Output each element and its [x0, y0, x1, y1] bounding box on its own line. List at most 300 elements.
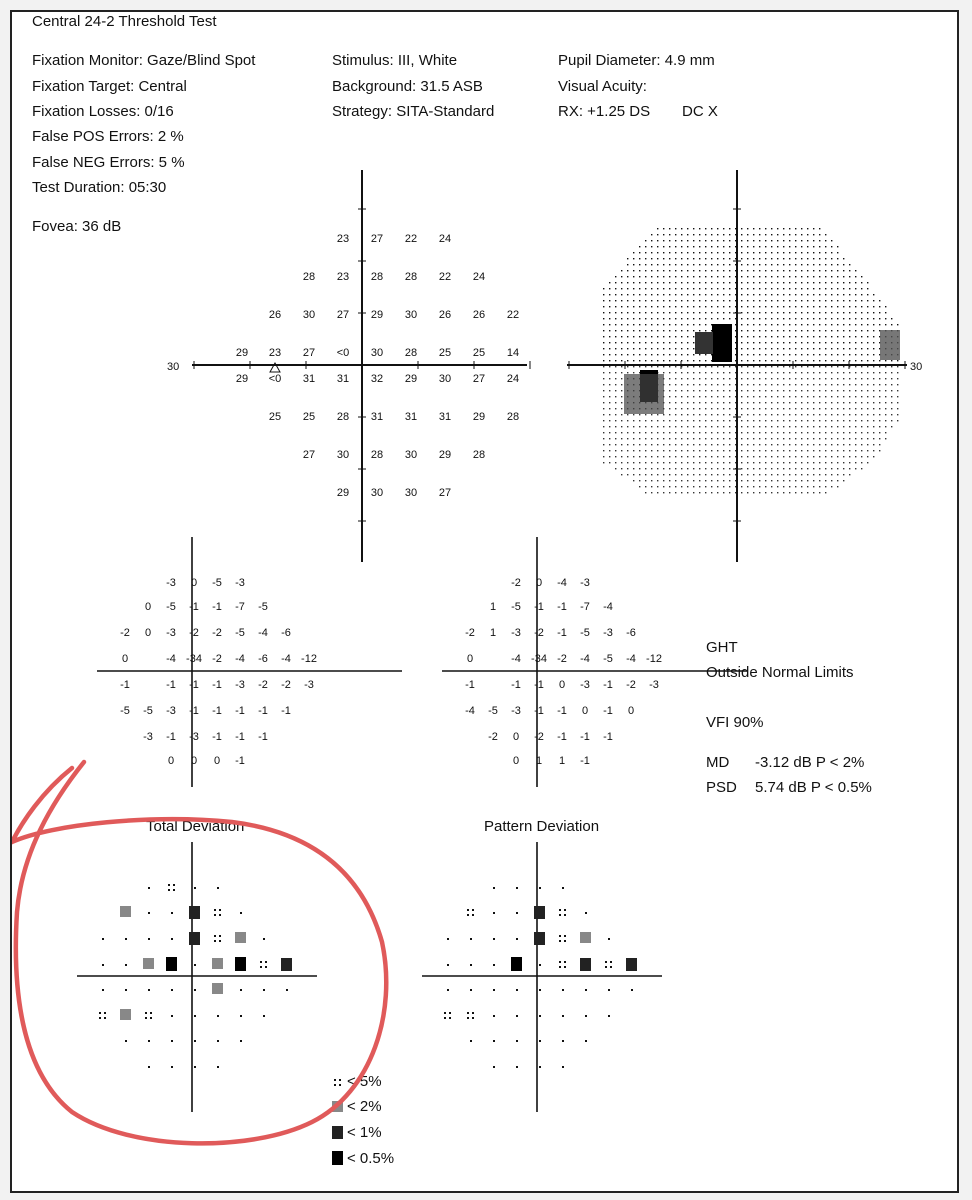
prob-dot: [194, 989, 196, 991]
legend-5pct-symbol: [334, 1079, 336, 1081]
prob-1pct: [281, 958, 292, 971]
pattern-deviation-value: -1: [534, 601, 544, 613]
pattern-deviation-value: -12: [646, 653, 662, 665]
prob-5pct: [472, 909, 474, 911]
prob-dot: [493, 964, 495, 966]
threshold-value: 29: [404, 373, 418, 385]
prob-5pct: [564, 966, 566, 968]
threshold-value: 22: [404, 233, 418, 245]
prob-5pct: [214, 935, 216, 937]
background: Background: 31.5 ASB: [332, 78, 483, 95]
prob-dot: [447, 964, 449, 966]
pattern-deviation-value: -3: [649, 679, 659, 691]
total-deviation-value: -2: [212, 653, 222, 665]
total-deviation-value: -3: [166, 577, 176, 589]
prob-2pct: [120, 1009, 131, 1020]
prob-5pct: [610, 966, 612, 968]
prob-dot: [102, 989, 104, 991]
prob-dot: [263, 938, 265, 940]
prob-dot: [493, 1015, 495, 1017]
pattern-deviation-value: -34: [531, 653, 547, 665]
pattern-deviation-value: -1: [580, 731, 590, 743]
total-deviation-value: -4: [166, 653, 176, 665]
prob-dot: [171, 938, 173, 940]
prob-dot: [125, 938, 127, 940]
total-deviation-value: 0: [190, 755, 198, 767]
prob-dot: [585, 912, 587, 914]
total-deviation-value: -3: [304, 679, 314, 691]
prob-5pct: [265, 961, 267, 963]
prob-5pct: [559, 940, 561, 942]
rx-value: RX: +1.25 DS: [558, 103, 651, 120]
pattern-deviation-value: 1: [489, 627, 497, 639]
prob-2pct: [143, 958, 154, 969]
prob-dot: [171, 1015, 173, 1017]
pattern-deviation-value: 1: [558, 755, 566, 767]
prob-dot: [493, 887, 495, 889]
prob-dot: [539, 887, 541, 889]
total-deviation-value: 0: [121, 653, 129, 665]
total-deviation-value: -3: [235, 679, 245, 691]
pattern-deviation-value: -5: [488, 705, 498, 717]
prob-1pct: [626, 958, 637, 971]
prob-dot: [148, 1040, 150, 1042]
total-deviation-value: -1: [258, 731, 268, 743]
prob-5pct: [219, 935, 221, 937]
total-deviation-value: -12: [301, 653, 317, 665]
prob-dot: [171, 1066, 173, 1068]
total-deviation-value: -1: [166, 731, 176, 743]
threshold-value: 22: [506, 309, 520, 321]
total-deviation-value: -3: [166, 705, 176, 717]
legend-5pct-symbol: [334, 1084, 336, 1086]
threshold-value: 31: [438, 411, 452, 423]
prob-dot: [516, 1015, 518, 1017]
total-deviation-value: -4: [258, 627, 268, 639]
threshold-value: 29: [472, 411, 486, 423]
prob-dot: [539, 1015, 541, 1017]
prob-5pct: [214, 909, 216, 911]
pattern-deviation-value: 0: [466, 653, 474, 665]
threshold-value: 14: [506, 347, 520, 359]
total-deviation-value: -1: [166, 679, 176, 691]
total-deviation-value: -2: [189, 627, 199, 639]
threshold-value: 32: [370, 373, 384, 385]
threshold-value: 25: [302, 411, 316, 423]
total-deviation-value: 0: [144, 601, 152, 613]
pattern-deviation-value: -2: [534, 627, 544, 639]
threshold-value: 22: [438, 271, 452, 283]
prob-dot: [240, 1040, 242, 1042]
threshold-value: <0: [268, 373, 282, 385]
prob-2pct: [580, 932, 591, 943]
prob-5pct: [564, 935, 566, 937]
prob-5pct: [610, 961, 612, 963]
prob-5pct: [605, 961, 607, 963]
legend-2pct-symbol: [332, 1101, 343, 1112]
rx-dc: DC X: [682, 103, 718, 120]
prob-dot: [102, 938, 104, 940]
pattern-deviation-value: -1: [557, 601, 567, 613]
prob-5pct: [444, 1017, 446, 1019]
prob-dot: [470, 1040, 472, 1042]
pattern-deviation-value: -1: [557, 731, 567, 743]
threshold-value: 25: [438, 347, 452, 359]
pattern-deviation-value: -2: [626, 679, 636, 691]
threshold-value: 27: [302, 449, 316, 461]
total-deviation-value: -6: [281, 627, 291, 639]
prob-5pct: [99, 1012, 101, 1014]
pattern-deviation-value: -7: [580, 601, 590, 613]
prob-1pct: [189, 906, 200, 919]
threshold-value: 27: [438, 487, 452, 499]
total-deviation-value: -1: [212, 731, 222, 743]
prob-dot: [516, 887, 518, 889]
psd-label: PSD: [706, 779, 737, 796]
prob-5pct: [214, 914, 216, 916]
prob-dot: [562, 887, 564, 889]
pattern-deviation-value: 0: [558, 679, 566, 691]
total-deviation-value: -3: [189, 731, 199, 743]
pattern-deviation-value: -1: [580, 755, 590, 767]
total-deviation-value: -34: [186, 653, 202, 665]
prob-5pct: [467, 1017, 469, 1019]
threshold-value: 28: [336, 411, 350, 423]
pattern-deviation-value: -1: [603, 705, 613, 717]
prob-5pct: [145, 1012, 147, 1014]
false-neg-errors: False NEG Errors: 5 %: [32, 154, 185, 171]
pupil-diameter: Pupil Diameter: 4.9 mm: [558, 52, 715, 69]
total-deviation-value: 0: [167, 755, 175, 767]
threshold-value: 30: [302, 309, 316, 321]
legend-05pct: < 0.5%: [347, 1150, 395, 1167]
pattern-deviation-value: 0: [512, 731, 520, 743]
pattern-deviation-label: Pattern Deviation: [484, 818, 600, 835]
visual-acuity: Visual Acuity:: [558, 78, 647, 95]
total-deviation-value: -3: [235, 577, 245, 589]
threshold-value: 27: [302, 347, 316, 359]
prob-dot: [493, 989, 495, 991]
strategy: Strategy: SITA-Standard: [332, 103, 495, 120]
threshold-value: 23: [336, 271, 350, 283]
prob-dot: [493, 912, 495, 914]
pattern-deviation-value: -4: [626, 653, 636, 665]
prob-dot: [631, 989, 633, 991]
legend-1pct-symbol: [332, 1126, 343, 1139]
threshold-value: 27: [336, 309, 350, 321]
pattern-deviation-value: -1: [557, 705, 567, 717]
threshold-value: 30: [404, 449, 418, 461]
prob-5pct: [104, 1017, 106, 1019]
prob-dot: [562, 1040, 564, 1042]
prob-dot: [148, 989, 150, 991]
legend-5pct-symbol: [339, 1079, 341, 1081]
prob-5pct: [168, 884, 170, 886]
threshold-value: 30: [404, 487, 418, 499]
pattern-deviation-value: 0: [535, 577, 543, 589]
prob-5pct: [467, 909, 469, 911]
pattern-deviation-value: -1: [557, 627, 567, 639]
prob-dot: [102, 964, 104, 966]
threshold-value: 28: [302, 271, 316, 283]
prob-dot: [148, 938, 150, 940]
threshold-value: 27: [370, 233, 384, 245]
legend-5pct-symbol: [339, 1084, 341, 1086]
pattern-deviation-value: -1: [465, 679, 475, 691]
pattern-deviation-value: -2: [534, 731, 544, 743]
total-deviation-value: -1: [258, 705, 268, 717]
threshold-value: 25: [268, 411, 282, 423]
ght-value: Outside Normal Limits: [706, 664, 854, 681]
pattern-deviation-value: 1: [535, 755, 543, 767]
total-deviation-value: -5: [166, 601, 176, 613]
threshold-value: 24: [438, 233, 452, 245]
test-duration: Test Duration: 05:30: [32, 179, 167, 196]
total-deviation-value: -4: [281, 653, 291, 665]
pattern-deviation-value: -3: [580, 577, 590, 589]
prob-2pct: [212, 958, 223, 969]
total-deviation-value: -5: [235, 627, 245, 639]
threshold-value: 31: [302, 373, 316, 385]
prob-dot: [148, 1066, 150, 1068]
total-deviation-value: -6: [258, 653, 268, 665]
threshold-value: 28: [370, 449, 384, 461]
pattern-deviation-value: -2: [511, 577, 521, 589]
prob-dot: [217, 1015, 219, 1017]
total-deviation-value: -1: [212, 679, 222, 691]
pattern-deviation-value: -1: [603, 731, 613, 743]
prob-dot: [585, 989, 587, 991]
total-deviation-value: -5: [143, 705, 153, 717]
prob-dot: [516, 989, 518, 991]
total-deviation-value: 0: [213, 755, 221, 767]
prob-dot: [286, 989, 288, 991]
prob-5pct: [467, 914, 469, 916]
total-deviation-value: 0: [144, 627, 152, 639]
total-deviation-value: -2: [258, 679, 268, 691]
total-deviation-value: -5: [120, 705, 130, 717]
total-deviation-value: -1: [235, 755, 245, 767]
threshold-value: 29: [336, 487, 350, 499]
total-deviation-value: -2: [120, 627, 130, 639]
prob-dot: [516, 938, 518, 940]
prob-dot: [493, 1040, 495, 1042]
total-deviation-value: -1: [212, 601, 222, 613]
prob-dot: [539, 964, 541, 966]
prob-5pct: [449, 1012, 451, 1014]
total-deviation-value: -5: [212, 577, 222, 589]
total-deviation-value: -4: [235, 653, 245, 665]
pattern-deviation-value: 0: [512, 755, 520, 767]
total-deviation-value: -3: [166, 627, 176, 639]
vfi-value: VFI 90%: [706, 714, 764, 731]
threshold-value: 29: [235, 373, 249, 385]
fixation-target: Fixation Target: Central: [32, 78, 187, 95]
prob-dot: [447, 938, 449, 940]
total-deviation-label: Total Deviation: [146, 818, 245, 835]
total-deviation-value: -1: [281, 705, 291, 717]
prob-dot: [171, 989, 173, 991]
legend-1pct: < 1%: [347, 1124, 382, 1141]
total-deviation-value: -1: [235, 705, 245, 717]
prob-5pct: [564, 940, 566, 942]
axis-scale-label: 30: [910, 361, 923, 373]
prob-1pct: [534, 906, 545, 919]
pattern-deviation-value: -1: [511, 679, 521, 691]
prob-5pct: [559, 935, 561, 937]
prob-5pct: [168, 889, 170, 891]
prob-dot: [562, 1066, 564, 1068]
pattern-deviation-value: -5: [511, 601, 521, 613]
threshold-value: 26: [472, 309, 486, 321]
false-pos-errors: False POS Errors: 2 %: [32, 128, 184, 145]
prob-05pct: [166, 957, 177, 971]
prob-dot: [470, 938, 472, 940]
prob-dot: [217, 1066, 219, 1068]
threshold-value: 28: [472, 449, 486, 461]
md-value: -3.12 dB P < 2%: [755, 754, 865, 771]
total-deviation-value: -2: [212, 627, 222, 639]
stimulus: Stimulus: III, White: [332, 52, 458, 69]
threshold-value: 28: [506, 411, 520, 423]
prob-dot: [539, 1040, 541, 1042]
prob-5pct: [564, 961, 566, 963]
prob-5pct: [145, 1017, 147, 1019]
prob-1pct: [534, 932, 545, 945]
prob-1pct: [189, 932, 200, 945]
pattern-deviation-value: -1: [534, 679, 544, 691]
prob-dot: [493, 938, 495, 940]
prob-5pct: [449, 1017, 451, 1019]
report-page: [10, 10, 959, 1193]
total-deviation-value: -1: [189, 679, 199, 691]
prob-dot: [125, 964, 127, 966]
threshold-value: 23: [268, 347, 282, 359]
prob-5pct: [467, 1012, 469, 1014]
legend-2pct: < 2%: [347, 1098, 382, 1115]
threshold-value: 26: [438, 309, 452, 321]
deviation-plots: [12, 12, 959, 1193]
threshold-value: 29: [235, 347, 249, 359]
legend-5pct: < 5%: [347, 1073, 382, 1090]
total-deviation-value: -7: [235, 601, 245, 613]
prob-5pct: [559, 966, 561, 968]
prob-dot: [470, 989, 472, 991]
prob-5pct: [150, 1012, 152, 1014]
pattern-deviation-value: 1: [489, 601, 497, 613]
ght-label: GHT: [706, 639, 738, 656]
total-deviation-value: -1: [120, 679, 130, 691]
prob-1pct: [580, 958, 591, 971]
legend-05pct-symbol: [332, 1151, 343, 1165]
pattern-deviation-value: -3: [603, 627, 613, 639]
prob-05pct: [511, 957, 522, 971]
prob-5pct: [472, 1012, 474, 1014]
prob-dot: [217, 1040, 219, 1042]
threshold-value: 29: [370, 309, 384, 321]
prob-dot: [470, 964, 472, 966]
pattern-deviation-value: -3: [511, 627, 521, 639]
prob-5pct: [260, 961, 262, 963]
total-deviation-value: 0: [190, 577, 198, 589]
fovea-value: Fovea: 36 dB: [32, 218, 122, 235]
prob-dot: [148, 912, 150, 914]
prob-dot: [539, 989, 541, 991]
threshold-value: 24: [506, 373, 520, 385]
threshold-value: 28: [404, 347, 418, 359]
fixation-losses: Fixation Losses: 0/16: [32, 103, 174, 120]
pattern-deviation-value: -6: [626, 627, 636, 639]
prob-5pct: [260, 966, 262, 968]
prob-dot: [263, 989, 265, 991]
prob-2pct: [235, 932, 246, 943]
prob-dot: [539, 1066, 541, 1068]
prob-dot: [240, 989, 242, 991]
pattern-deviation-value: -4: [465, 705, 475, 717]
prob-5pct: [605, 966, 607, 968]
prob-dot: [516, 1040, 518, 1042]
threshold-value: 26: [268, 309, 282, 321]
prob-5pct: [559, 909, 561, 911]
prob-5pct: [219, 909, 221, 911]
prob-5pct: [173, 889, 175, 891]
pattern-deviation-value: -4: [603, 601, 613, 613]
threshold-value: 29: [438, 449, 452, 461]
psd-value: 5.74 dB P < 0.5%: [755, 779, 872, 796]
prob-dot: [171, 1040, 173, 1042]
prob-dot: [516, 912, 518, 914]
threshold-value: 31: [370, 411, 384, 423]
pattern-deviation-value: -4: [557, 577, 567, 589]
prob-5pct: [214, 940, 216, 942]
threshold-value: 28: [404, 271, 418, 283]
threshold-value: 24: [472, 271, 486, 283]
prob-5pct: [472, 1017, 474, 1019]
threshold-value: 30: [370, 347, 384, 359]
total-deviation-value: -2: [281, 679, 291, 691]
prob-dot: [194, 1015, 196, 1017]
prob-dot: [608, 1015, 610, 1017]
threshold-value: 30: [438, 373, 452, 385]
pattern-deviation-value: -3: [511, 705, 521, 717]
pattern-deviation-value: -1: [603, 679, 613, 691]
pattern-deviation-value: 0: [627, 705, 635, 717]
prob-5pct: [104, 1012, 106, 1014]
prob-5pct: [150, 1017, 152, 1019]
md-label: MD: [706, 754, 730, 771]
pattern-deviation-value: -5: [603, 653, 613, 665]
prob-dot: [263, 1015, 265, 1017]
axis-scale-label: 30: [167, 361, 180, 373]
threshold-value: 30: [370, 487, 384, 499]
total-deviation-value: -5: [258, 601, 268, 613]
prob-dot: [148, 887, 150, 889]
prob-dot: [171, 912, 173, 914]
total-deviation-value: -3: [143, 731, 153, 743]
prob-5pct: [564, 914, 566, 916]
prob-dot: [493, 1066, 495, 1068]
prob-05pct: [235, 957, 246, 971]
prob-5pct: [444, 1012, 446, 1014]
pattern-deviation-value: -4: [580, 653, 590, 665]
threshold-value: 30: [336, 449, 350, 461]
prob-dot: [585, 1015, 587, 1017]
prob-5pct: [472, 914, 474, 916]
threshold-value: 31: [336, 373, 350, 385]
prob-5pct: [564, 909, 566, 911]
prob-dot: [125, 1040, 127, 1042]
prob-dot: [608, 938, 610, 940]
